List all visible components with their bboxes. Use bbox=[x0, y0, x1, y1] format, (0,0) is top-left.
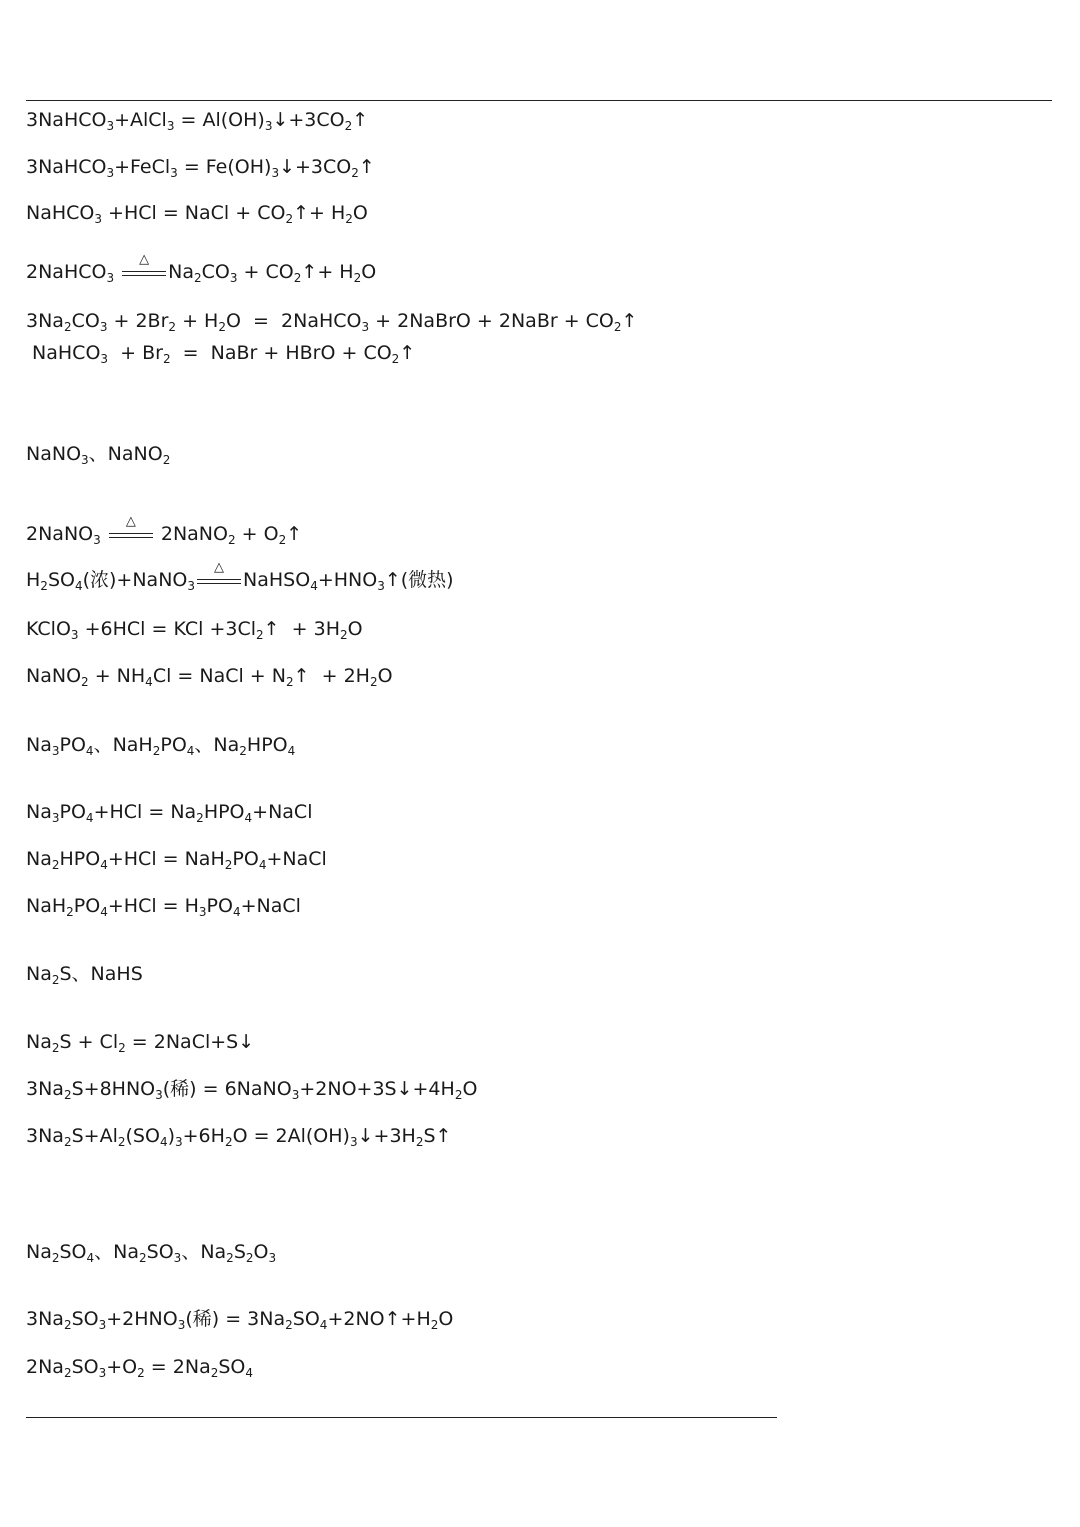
section-heading bbox=[26, 962, 143, 988]
subscript: 2 bbox=[152, 744, 161, 758]
formula-text: Na bbox=[26, 1241, 52, 1263]
formula-text: SO bbox=[59, 1241, 87, 1263]
subscript: 3 bbox=[51, 811, 60, 825]
subscript: 3 bbox=[70, 628, 79, 642]
formula-text: +NaCl bbox=[252, 801, 313, 823]
delta-icon: △ bbox=[214, 559, 225, 575]
equation-line bbox=[26, 513, 303, 548]
formula-text: Na bbox=[26, 734, 52, 756]
formula-text: ↑ bbox=[358, 156, 375, 178]
subscript: 2 bbox=[344, 119, 353, 133]
equation-line bbox=[26, 1124, 451, 1150]
formula-text: ↑ + 2H bbox=[293, 665, 370, 687]
equation-line bbox=[26, 155, 375, 181]
subscript: 2 bbox=[345, 212, 353, 226]
subscript: 2 bbox=[51, 858, 60, 872]
subscript: 4 bbox=[74, 579, 83, 593]
formula-text: = Al(OH) bbox=[174, 109, 265, 131]
formula-text: = Fe(OH) bbox=[177, 156, 272, 178]
formula-text: 3NaHCO bbox=[26, 156, 107, 178]
formula-text: Cl = NaCl + N bbox=[152, 665, 286, 687]
subscript: 3 bbox=[51, 744, 60, 758]
formula-text: NaNO bbox=[26, 443, 82, 465]
formula-text: (稀) = 6NaNO bbox=[162, 1078, 292, 1100]
formula-text: 、Na bbox=[181, 1241, 227, 1263]
formula-text: +FeCl bbox=[114, 156, 171, 178]
subscript: 2 bbox=[391, 352, 400, 366]
formula-text: NaH bbox=[26, 895, 67, 917]
formula-text: ↑ bbox=[301, 261, 318, 283]
subscript: 3 bbox=[170, 166, 178, 180]
subscript: 3 bbox=[106, 271, 115, 285]
subscript: 2 bbox=[256, 628, 264, 642]
subscript: 3 bbox=[106, 119, 115, 133]
formula-text: (稀) = 3Na bbox=[185, 1308, 286, 1330]
formula-text: ↓ bbox=[272, 109, 289, 131]
formula-text: + CO bbox=[237, 261, 294, 283]
formula-text: 、Na bbox=[94, 1241, 140, 1263]
formula-text: + Br bbox=[108, 342, 163, 364]
subscript: 3 bbox=[198, 905, 207, 919]
equation-line bbox=[26, 108, 368, 134]
formula-text: O bbox=[253, 1241, 269, 1263]
formula-text: ↑ bbox=[399, 342, 416, 364]
formula-text: SO bbox=[292, 1308, 320, 1330]
formula-text: ↓+3H bbox=[357, 1125, 416, 1147]
equation-line bbox=[26, 1077, 477, 1103]
subscript: 2 bbox=[81, 675, 89, 689]
formula-text: (SO bbox=[125, 1125, 160, 1147]
formula-text: +2NO↑+H bbox=[327, 1308, 431, 1330]
subscript: 3 bbox=[81, 453, 89, 467]
subscript: 4 bbox=[186, 744, 195, 758]
formula-text: + H bbox=[309, 202, 346, 224]
formula-text: + NH bbox=[88, 665, 146, 687]
formula-text: S、NaHS bbox=[59, 963, 143, 985]
subscript: 3 bbox=[99, 320, 108, 334]
formula-text: 3Na bbox=[26, 1078, 64, 1100]
subscript: 3 bbox=[229, 271, 238, 285]
formula-text: SO bbox=[71, 1308, 99, 1330]
formula-text: CO bbox=[201, 261, 230, 283]
equation-line bbox=[26, 341, 415, 367]
subscript: 2 bbox=[278, 533, 287, 547]
formula-text: + 2NaBrO + 2NaBr + CO bbox=[369, 310, 614, 332]
heating-condition-sign bbox=[109, 513, 153, 547]
formula-text: 、NaNO bbox=[88, 443, 163, 465]
formula-text: O bbox=[438, 1308, 454, 1330]
formula-text: HPO bbox=[59, 848, 101, 870]
formula-text: NaHCO bbox=[26, 202, 95, 224]
formula-text: + H bbox=[176, 310, 219, 332]
subscript: 3 bbox=[100, 352, 109, 366]
formula-text: S bbox=[233, 1241, 246, 1263]
subscript: 2 bbox=[239, 744, 247, 758]
subscript: 4 bbox=[100, 905, 108, 919]
heating-condition-sign bbox=[122, 251, 166, 285]
subscript: 4 bbox=[100, 858, 108, 872]
formula-text: HPO bbox=[246, 734, 288, 756]
formula-text: 2NaNO bbox=[154, 523, 228, 545]
subscript: 3 bbox=[271, 166, 280, 180]
formula-text: PO bbox=[73, 895, 101, 917]
formula-text: ) bbox=[167, 1125, 175, 1147]
subscript: 4 bbox=[319, 1318, 328, 1332]
formula-text: +3CO bbox=[295, 156, 352, 178]
formula-text: ↓ bbox=[279, 156, 295, 178]
subscript: 4 bbox=[232, 905, 241, 919]
equation-line bbox=[26, 201, 368, 227]
formula-text: NaHCO bbox=[26, 342, 101, 364]
formula-text: S↑ bbox=[423, 1125, 452, 1147]
subscript: 3 bbox=[187, 579, 196, 593]
formula-text: +3CO bbox=[288, 109, 345, 131]
formula-text bbox=[101, 523, 107, 545]
formula-text: SO bbox=[71, 1356, 99, 1378]
formula-text: H bbox=[26, 569, 41, 591]
formula-text: = 2NaCl+S↓ bbox=[125, 1031, 255, 1053]
formula-text: SO bbox=[47, 569, 75, 591]
subscript: 3 bbox=[106, 166, 115, 180]
subscript: 2 bbox=[430, 1318, 439, 1332]
subscript: 2 bbox=[63, 1088, 72, 1102]
subscript: 2 bbox=[117, 1135, 126, 1149]
subscript: 3 bbox=[166, 119, 175, 133]
bottom-rule bbox=[26, 1417, 777, 1418]
formula-text: KClO bbox=[26, 618, 71, 640]
formula-text: 2NaNO bbox=[26, 523, 94, 545]
subscript: 2 bbox=[293, 271, 302, 285]
formula-text: O = 2Al(OH) bbox=[232, 1125, 350, 1147]
equation-line bbox=[26, 559, 454, 594]
subscript: 3 bbox=[173, 1251, 182, 1265]
subscript: 2 bbox=[162, 453, 171, 467]
formula-text: +NaCl bbox=[266, 848, 327, 870]
subscript: 4 bbox=[310, 579, 318, 593]
formula-text: + 2Br bbox=[107, 310, 169, 332]
delta-icon: △ bbox=[139, 251, 150, 267]
section-heading bbox=[26, 1240, 276, 1266]
subscript: 3 bbox=[349, 1135, 358, 1149]
subscript: 2 bbox=[168, 320, 177, 334]
formula-text: ↑ bbox=[352, 109, 369, 131]
subscript: 3 bbox=[377, 579, 385, 593]
subscript: 2 bbox=[137, 1366, 145, 1380]
heating-condition-sign bbox=[197, 559, 241, 593]
formula-text: Na bbox=[26, 801, 52, 823]
subscript: 2 bbox=[245, 1251, 254, 1265]
formula-text: O bbox=[347, 618, 363, 640]
subscript: 4 bbox=[287, 744, 296, 758]
subscript: 2 bbox=[218, 320, 226, 334]
subscript: 2 bbox=[415, 1135, 424, 1149]
subscript: 2 bbox=[285, 212, 294, 226]
subscript: 3 bbox=[177, 1318, 186, 1332]
subscript: 2 bbox=[51, 973, 60, 987]
formula-text: SO bbox=[146, 1241, 174, 1263]
formula-text: +HNO bbox=[317, 569, 378, 591]
formula-text: +6HCl = KCl +3Cl bbox=[78, 618, 257, 640]
subscript: 2 bbox=[51, 1251, 60, 1265]
subscript: 2 bbox=[224, 858, 233, 872]
formula-text: 3Na bbox=[26, 310, 64, 332]
formula-text: 、Na bbox=[194, 734, 240, 756]
formula-text: ↑(微热) bbox=[384, 569, 454, 591]
formula-text: 3NaHCO bbox=[26, 109, 107, 131]
formula-text: 2NaHCO bbox=[26, 261, 107, 283]
delta-icon: △ bbox=[125, 513, 136, 529]
subscript: 3 bbox=[264, 119, 273, 133]
subscript: 2 bbox=[194, 271, 202, 285]
subscript: 2 bbox=[454, 1088, 463, 1102]
subscript: 4 bbox=[244, 811, 253, 825]
subscript: 4 bbox=[159, 1135, 168, 1149]
formula-text: +AlCl bbox=[114, 109, 167, 131]
subscript: 2 bbox=[369, 675, 378, 689]
formula-text: PO bbox=[232, 848, 259, 870]
formula-text: Na bbox=[168, 261, 194, 283]
section-heading bbox=[26, 733, 295, 759]
subscript: 2 bbox=[162, 352, 171, 366]
subscript: 3 bbox=[361, 320, 370, 334]
equation-line bbox=[26, 894, 301, 920]
subscript: 2 bbox=[63, 1135, 72, 1149]
subscript: 2 bbox=[224, 1135, 233, 1149]
formula-text: +HCl = NaH bbox=[107, 848, 225, 870]
formula-text: O = 2NaHCO bbox=[225, 310, 362, 332]
subscript: 2 bbox=[51, 1041, 60, 1055]
formula-text: ↑ bbox=[293, 202, 309, 224]
formula-text: +HCl = NaCl + CO bbox=[102, 202, 286, 224]
equation-line bbox=[26, 1030, 254, 1056]
formula-text: +2NO+3S↓+4H bbox=[299, 1078, 455, 1100]
formula-text: + H bbox=[317, 261, 354, 283]
subscript: 2 bbox=[63, 320, 72, 334]
formula-text: SO bbox=[218, 1356, 246, 1378]
subscript: 2 bbox=[285, 675, 294, 689]
formula-text: O bbox=[462, 1078, 478, 1100]
subscript: 3 bbox=[93, 533, 101, 547]
formula-text: HPO bbox=[203, 801, 245, 823]
formula-text: O bbox=[352, 202, 368, 224]
formula-text: ↑ bbox=[621, 310, 638, 332]
equation-line bbox=[26, 1307, 453, 1333]
formula-text: 3Na bbox=[26, 1308, 64, 1330]
equation-line bbox=[26, 1355, 253, 1381]
formula-text: +HCl = H bbox=[107, 895, 199, 917]
formula-text: +NaCl bbox=[240, 895, 301, 917]
subscript: 2 bbox=[613, 320, 622, 334]
subscript: 2 bbox=[340, 628, 348, 642]
equation-line bbox=[26, 847, 327, 873]
formula-text: Na bbox=[26, 1031, 52, 1053]
formula-text: Na bbox=[26, 963, 52, 985]
formula-text: 、NaH bbox=[93, 734, 153, 756]
formula-text: O bbox=[377, 665, 393, 687]
subscript: 2 bbox=[351, 166, 359, 180]
formula-text: +O bbox=[106, 1356, 138, 1378]
subscript: 2 bbox=[63, 1318, 72, 1332]
subscript: 2 bbox=[353, 271, 362, 285]
subscript: 3 bbox=[175, 1135, 183, 1149]
subscript: 2 bbox=[66, 905, 74, 919]
formula-text: S+8HNO bbox=[71, 1078, 156, 1100]
subscript: 4 bbox=[85, 744, 94, 758]
equation-line bbox=[26, 664, 393, 690]
subscript: 4 bbox=[258, 858, 267, 872]
formula-text: +2HNO bbox=[106, 1308, 178, 1330]
subscript: 4 bbox=[145, 675, 153, 689]
subscript: 2 bbox=[139, 1251, 147, 1265]
subscript: 2 bbox=[227, 533, 236, 547]
formula-text bbox=[114, 261, 120, 283]
formula-text: 3Na bbox=[26, 1125, 64, 1147]
subscript: 3 bbox=[268, 1251, 277, 1265]
formula-text: S + Cl bbox=[59, 1031, 119, 1053]
formula-text: S+Al bbox=[71, 1125, 118, 1147]
formula-text: PO bbox=[206, 895, 233, 917]
subscript: 2 bbox=[63, 1366, 72, 1380]
formula-text: = 2Na bbox=[144, 1356, 211, 1378]
equation-line bbox=[26, 251, 377, 286]
equation-line bbox=[26, 309, 637, 335]
formula-text: +6H bbox=[182, 1125, 225, 1147]
equation-line bbox=[26, 617, 363, 643]
subscript: 3 bbox=[94, 212, 103, 226]
equation-line bbox=[26, 800, 312, 826]
subscript: 3 bbox=[98, 1318, 107, 1332]
subscript: 2 bbox=[285, 1318, 293, 1332]
formula-text: ↑ bbox=[286, 523, 303, 545]
formula-text: PO bbox=[59, 734, 86, 756]
formula-text: +HCl = Na bbox=[93, 801, 197, 823]
formula-text: NaHSO bbox=[243, 569, 311, 591]
formula-text: + O bbox=[235, 523, 279, 545]
subscript: 4 bbox=[85, 811, 94, 825]
formula-text: CO bbox=[71, 310, 100, 332]
subscript: 2 bbox=[40, 579, 48, 593]
subscript: 2 bbox=[226, 1251, 234, 1265]
subscript: 2 bbox=[196, 811, 204, 825]
formula-text: PO bbox=[59, 801, 86, 823]
formula-text: NaNO bbox=[26, 665, 82, 687]
formula-text: O bbox=[361, 261, 377, 283]
subscript: 2 bbox=[118, 1041, 126, 1055]
formula-text: (浓)+NaNO bbox=[82, 569, 188, 591]
subscript: 3 bbox=[98, 1366, 107, 1380]
formula-text: PO bbox=[160, 734, 187, 756]
subscript: 4 bbox=[86, 1251, 95, 1265]
subscript: 2 bbox=[210, 1366, 219, 1380]
subscript: 3 bbox=[155, 1088, 163, 1102]
formula-text: ↑ + 3H bbox=[263, 618, 340, 640]
subscript: 3 bbox=[291, 1088, 300, 1102]
section-heading bbox=[26, 442, 170, 468]
formula-text: = NaBr + HBrO + CO bbox=[170, 342, 392, 364]
subscript: 4 bbox=[245, 1366, 254, 1380]
top-rule bbox=[26, 100, 1052, 101]
formula-text: 2Na bbox=[26, 1356, 64, 1378]
formula-text: Na bbox=[26, 848, 52, 870]
